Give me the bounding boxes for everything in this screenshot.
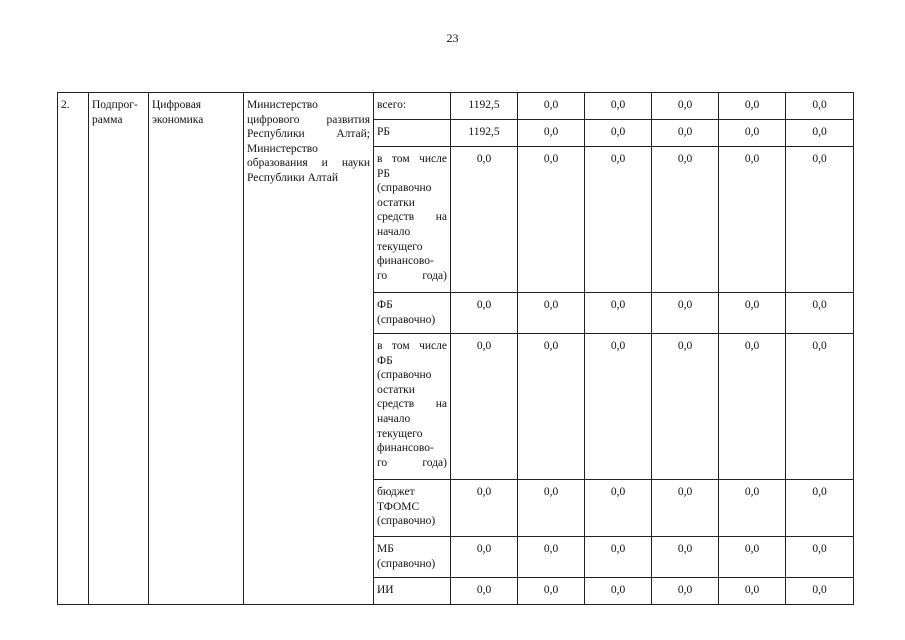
funding-source-label: ТФОМС [377, 500, 420, 513]
amount-cell: 0,0 [652, 578, 719, 605]
funding-source-label: текущего [377, 427, 423, 440]
amount-cell: 0,0 [786, 334, 854, 480]
amount-cell: 0,0 [585, 147, 652, 293]
amount-cell: 0,0 [719, 293, 786, 334]
financing-table [57, 92, 854, 605]
funding-source-cell [374, 120, 451, 147]
amount-cell: 0,0 [518, 578, 585, 605]
funding-source-label: начало [377, 225, 411, 238]
amount-cell: 0,0 [585, 537, 652, 578]
amount-cell: 0,0 [719, 147, 786, 293]
funding-source-label: го года) [377, 456, 447, 469]
amount-cell: 0,0 [451, 293, 518, 334]
amount-cell: 0,0 [518, 480, 585, 537]
amount-cell: 0,0 [786, 147, 854, 293]
amount-cell: 0,0 [719, 537, 786, 578]
amount-cell: 0,0 [585, 293, 652, 334]
row-index-cell [58, 93, 89, 605]
row-type: Подпрог-рамма [92, 99, 138, 126]
amount-cell: 0,0 [585, 334, 652, 480]
program-name: Цифровая экономика [152, 99, 204, 126]
funding-source-label: финансово- [377, 255, 434, 268]
amount-cell: 0,0 [585, 120, 652, 147]
funding-source-label: в том числе [377, 340, 447, 352]
funding-source-cell [374, 93, 451, 120]
table-row [58, 93, 854, 120]
amount-cell: 0,0 [652, 480, 719, 537]
funding-source-label: в том числе [377, 153, 447, 165]
executors-text: Министерство цифрового развития Республики Алтай; Министерство образования и науки Республики Алтай [247, 99, 370, 184]
funding-source-label: (справочно [377, 182, 432, 195]
amount-cell: 0,0 [719, 578, 786, 605]
funding-source-label: начало [377, 412, 411, 425]
amount-cell: 0,0 [786, 578, 854, 605]
funding-source-cell [374, 480, 451, 537]
funding-source-cell [374, 537, 451, 578]
funding-source-label: ИИ [377, 584, 394, 596]
amount-cell: 0,0 [786, 480, 854, 537]
amount-cell: 0,0 [585, 578, 652, 605]
amount-cell: 0,0 [652, 293, 719, 334]
funding-source-label: РБ [377, 126, 390, 138]
funding-source-label: остатки [377, 383, 415, 396]
funding-source-label: остатки [377, 196, 415, 209]
row-index: 2. [61, 99, 70, 111]
amount-cell: 0,0 [719, 93, 786, 120]
amount-cell: 0,0 [719, 480, 786, 537]
amount-cell: 0,0 [786, 120, 854, 147]
amount-cell: 0,0 [652, 93, 719, 120]
amount-cell: 0,0 [719, 120, 786, 147]
amount-cell: 0,0 [652, 537, 719, 578]
amount-cell: 0,0 [652, 147, 719, 293]
amount-cell: 0,0 [451, 578, 518, 605]
funding-source-cell [374, 293, 451, 334]
funding-source-label: ФБ [377, 354, 393, 367]
amount-cell: 0,0 [518, 293, 585, 334]
amount-cell: 0,0 [585, 93, 652, 120]
amount-cell: 0,0 [585, 480, 652, 537]
amount-cell: 0,0 [518, 334, 585, 480]
amount-cell: 0,0 [786, 537, 854, 578]
amount-cell: 0,0 [719, 334, 786, 480]
amount-cell: 0,0 [652, 334, 719, 480]
row-type-cell [89, 93, 149, 605]
amount-cell: 0,0 [451, 147, 518, 293]
program-name-cell [149, 93, 244, 605]
funding-source-label: (справочно) [377, 515, 436, 528]
table-body [58, 93, 854, 605]
funding-source-label: го года) [377, 269, 447, 282]
amount-cell: 0,0 [518, 537, 585, 578]
amount-cell: 0,0 [518, 147, 585, 293]
amount-cell: 0,0 [451, 537, 518, 578]
funding-source-label: (справочно) [377, 313, 436, 326]
amount-cell: 0,0 [652, 120, 719, 147]
funding-source-label: всего: [377, 99, 407, 111]
funding-source-label: средств на [377, 398, 447, 411]
funding-source-label: (справочно [377, 369, 432, 382]
amount-cell: 0,0 [518, 120, 585, 147]
funding-source-label: (справочно) [377, 557, 436, 570]
page-number: 23 [446, 31, 459, 45]
funding-source-cell [374, 147, 451, 293]
amount-cell: 1192,5 [451, 93, 518, 120]
funding-source-label: РБ [377, 167, 390, 180]
funding-source-cell [374, 334, 451, 480]
funding-source-label: финансово- [377, 442, 434, 455]
amount-cell: 0,0 [451, 334, 518, 480]
funding-source-label: бюджет [377, 486, 415, 498]
funding-source-cell [374, 578, 451, 605]
funding-source-label: средств на [377, 211, 447, 224]
amount-cell: 1192,5 [451, 120, 518, 147]
amount-cell: 0,0 [451, 480, 518, 537]
amount-cell: 0,0 [786, 293, 854, 334]
executors-cell [244, 93, 374, 605]
funding-source-label: МБ [377, 543, 394, 555]
amount-cell: 0,0 [786, 93, 854, 120]
funding-source-label: ФБ [377, 299, 393, 311]
funding-source-label: текущего [377, 240, 423, 253]
amount-cell: 0,0 [518, 93, 585, 120]
